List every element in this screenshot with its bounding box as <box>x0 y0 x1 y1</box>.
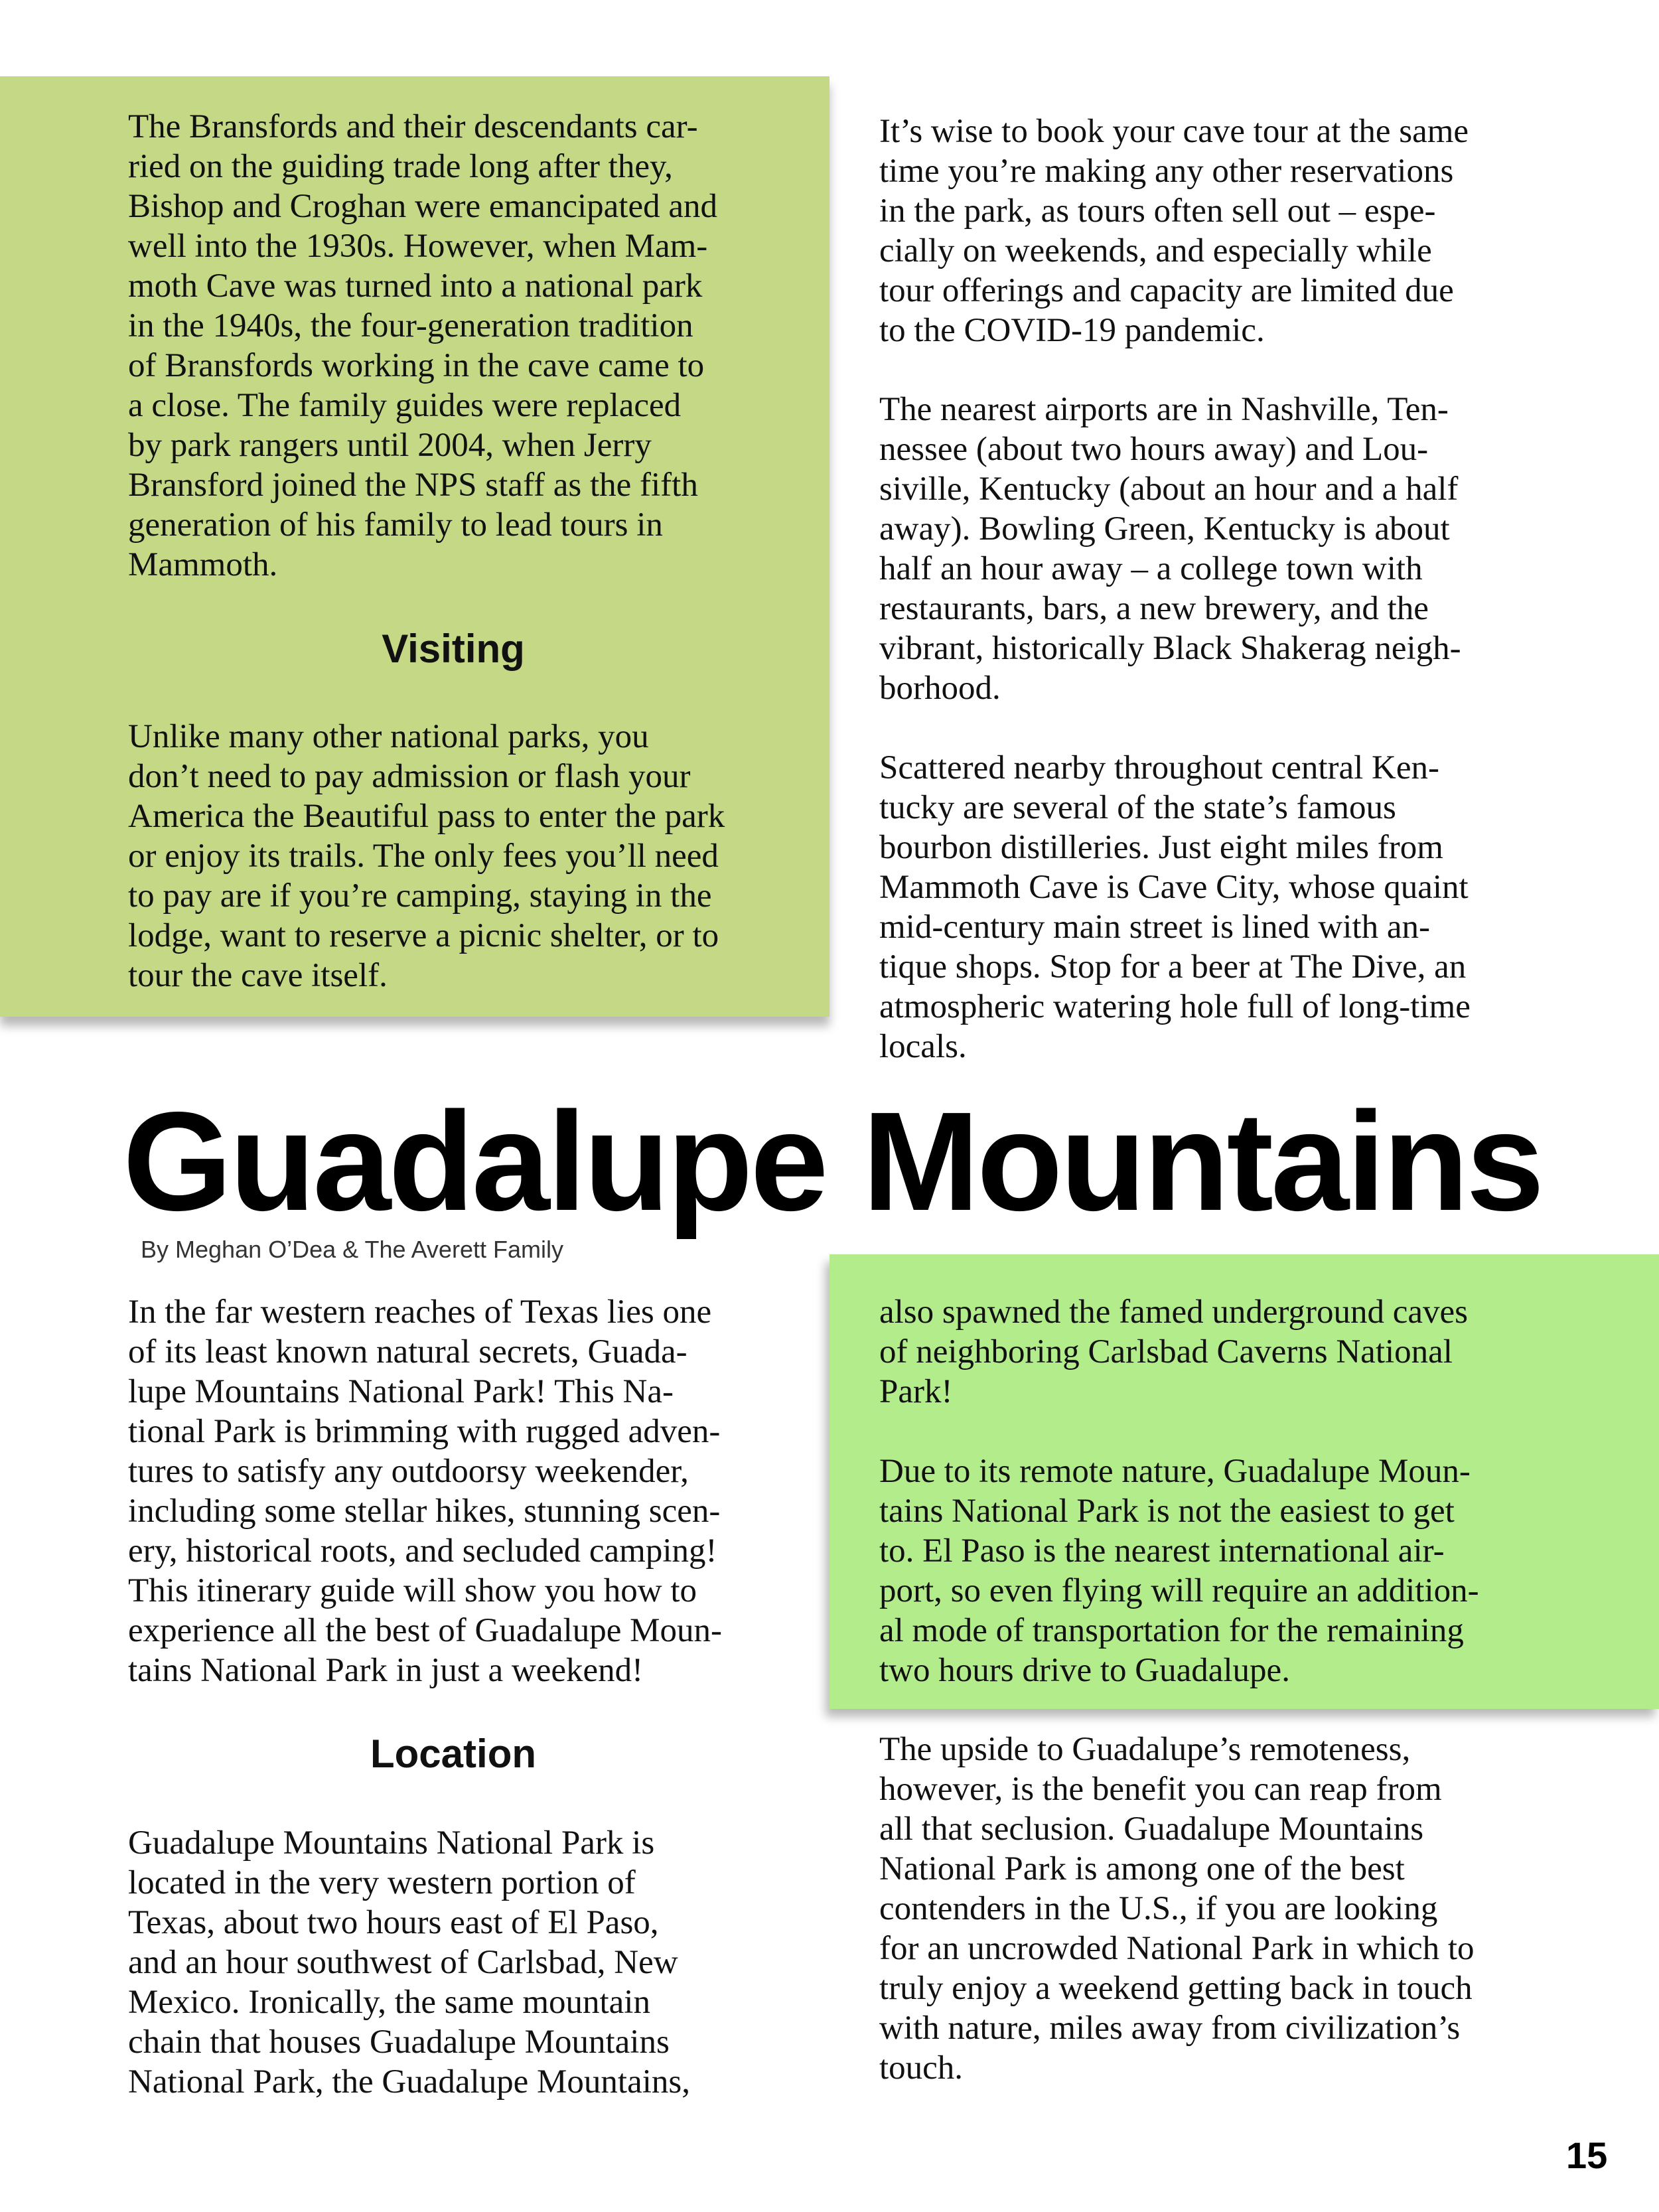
text-line: a close. The family guides were replaced <box>128 387 682 424</box>
text-line: The nearest airports are in Nashville, Ten- <box>879 391 1449 428</box>
text-line: Guadalupe Mountains National Park is <box>128 1824 655 1862</box>
text-line: siville, Kentucky (about an hour and a half <box>879 471 1459 508</box>
text-line: half an hour away – a college town with <box>879 550 1423 587</box>
text-line: contenders in the U.S., if you are looking <box>879 1890 1438 1927</box>
text-line: The Bransfords and their descendants car- <box>128 108 698 145</box>
text-line: tour the cave itself. <box>128 957 388 994</box>
text-line: in the park, as tours often sell out – espe- <box>879 192 1436 230</box>
text-line: away). Bowling Green, Kentucky is about <box>879 510 1450 548</box>
text-line: including some stellar hikes, stunning scen- <box>128 1493 721 1530</box>
text-line: to. El Paso is the nearest international air- <box>879 1532 1445 1570</box>
text-line: In the far western reaches of Texas lies one <box>128 1293 712 1331</box>
text-line: This itinerary guide will show you how to <box>128 1572 697 1609</box>
text-line: Bransford joined the NPS staff as the fifth <box>128 467 698 504</box>
text-line: al mode of transportation for the remaining <box>879 1612 1464 1649</box>
heading-location: Location <box>370 1732 536 1776</box>
text-line: all that seclusion. Guadalupe Mountains <box>879 1810 1424 1848</box>
paragraph-caves <box>879 1292 1468 1412</box>
text-line: mid-century main street is lined with an- <box>879 909 1430 946</box>
text-line: Unlike many other national parks, you <box>128 718 649 755</box>
text-line: National Park is among one of the best <box>879 1850 1405 1887</box>
text-line: Bishop and Croghan were emancipated and <box>128 188 717 225</box>
text-line: vibrant, historically Black Shakerag neigh- <box>879 630 1461 667</box>
text-line: Mexico. Ironically, the same mountain <box>128 1984 650 2021</box>
text-line: tional Park is brimming with rugged adven- <box>128 1413 721 1450</box>
text-line: or enjoy its trails. The only fees you’ll need <box>128 838 719 875</box>
text-line: tucky are several of the state’s famous <box>879 789 1396 826</box>
text-line: Scattered nearby throughout central Ken- <box>879 749 1439 786</box>
text-line: Mammoth. <box>128 546 278 583</box>
text-line: and an hour southwest of Carlsbad, New <box>128 1944 678 1981</box>
text-line: tour offerings and capacity are limited due <box>879 272 1454 309</box>
text-line: atmospheric watering hole full of long-time <box>879 988 1471 1025</box>
text-line: America the Beautiful pass to enter the park <box>128 798 725 835</box>
paragraph-intro <box>128 1292 722 1690</box>
paragraph-location <box>128 1823 690 2102</box>
heading-visiting: Visiting <box>382 627 525 671</box>
text-line: however, is the benefit you can reap from <box>879 1771 1442 1808</box>
text-line: truly enjoy a weekend getting back in touch <box>879 1970 1473 2007</box>
text-line: Mammoth Cave is Cave City, whose quaint <box>879 869 1469 906</box>
paragraph-bransfords <box>128 107 717 585</box>
text-line: cially on weekends, and especially while <box>879 232 1432 269</box>
text-line: of Bransfords working in the cave came to <box>128 347 705 384</box>
text-line: generation of his family to lead tours in <box>128 506 663 544</box>
text-line: Due to its remote nature, Guadalupe Moun- <box>879 1453 1471 1490</box>
text-line: of its least known natural secrets, Guada- <box>128 1333 687 1370</box>
text-line: bourbon distilleries. Just eight miles from <box>879 829 1443 866</box>
paragraph-airports <box>879 390 1461 708</box>
text-line: to pay are if you’re camping, staying in the <box>128 877 712 915</box>
text-line: National Park, the Guadalupe Mountains, <box>128 2063 690 2101</box>
text-line: well into the 1930s. However, when Mam- <box>128 228 708 265</box>
text-line: of neighboring Carlsbad Caverns National <box>879 1333 1453 1370</box>
text-line: restaurants, bars, a new brewery, and the <box>879 590 1429 627</box>
paragraph-book-tour <box>879 111 1469 350</box>
text-line: ery, historical roots, and secluded camping! <box>128 1532 717 1570</box>
text-line: located in the very western portion of <box>128 1864 636 1901</box>
paragraph-visiting <box>128 717 725 995</box>
paragraph-distilleries <box>879 748 1471 1067</box>
text-line: borhood. <box>879 670 1001 707</box>
text-line: with nature, miles away from civilization’s <box>879 2010 1461 2047</box>
text-line: two hours drive to Guadalupe. <box>879 1652 1290 1689</box>
text-line: by park rangers until 2004, when Jerry <box>128 427 652 464</box>
text-line: to the COVID-19 pandemic. <box>879 312 1265 349</box>
article-byline: By Meghan O’Dea & The Averett Family <box>141 1236 563 1263</box>
text-line: moth Cave was turned into a national park <box>128 267 703 305</box>
text-line: don’t need to pay admission or flash your <box>128 758 691 795</box>
article-title: Guadalupe Mountains <box>123 1082 1542 1240</box>
text-line: lodge, want to reserve a picnic shelter, or to <box>128 917 719 954</box>
text-line: The upside to Guadalupe’s remoteness, <box>879 1731 1411 1768</box>
text-line: tique shops. Stop for a beer at The Dive, an <box>879 948 1467 986</box>
text-line: touch. <box>879 2049 964 2087</box>
paragraph-upside <box>879 1730 1475 2088</box>
text-line: chain that houses Guadalupe Mountains <box>128 2024 670 2061</box>
page-number: 15 <box>1566 2134 1608 2176</box>
text-line: tures to satisfy any outdoorsy weekender, <box>128 1453 689 1490</box>
text-line: port, so even flying will require an addition- <box>879 1572 1479 1609</box>
text-line: It’s wise to book your cave tour at the same <box>879 113 1469 150</box>
text-line: lupe Mountains National Park! This Na- <box>128 1373 674 1410</box>
text-line: in the 1940s, the four-generation tradition <box>128 307 693 344</box>
text-line: time you’re making any other reservations <box>879 153 1454 190</box>
text-line: for an uncrowded National Park in which to <box>879 1930 1475 1967</box>
text-line: also spawned the famed underground caves <box>879 1293 1469 1331</box>
text-line: tains National Park in just a weekend! <box>128 1652 644 1689</box>
text-line: Park! <box>879 1373 953 1410</box>
paragraph-remote <box>879 1451 1479 1690</box>
text-line: tains National Park is not the easiest to get <box>879 1493 1455 1530</box>
text-line: nessee (about two hours away) and Lou- <box>879 431 1429 468</box>
text-line: ried on the guiding trade long after they, <box>128 148 673 185</box>
text-line: locals. <box>879 1028 967 1065</box>
text-line: Texas, about two hours east of El Paso, <box>128 1904 659 1941</box>
text-line: experience all the best of Guadalupe Moun- <box>128 1612 722 1649</box>
